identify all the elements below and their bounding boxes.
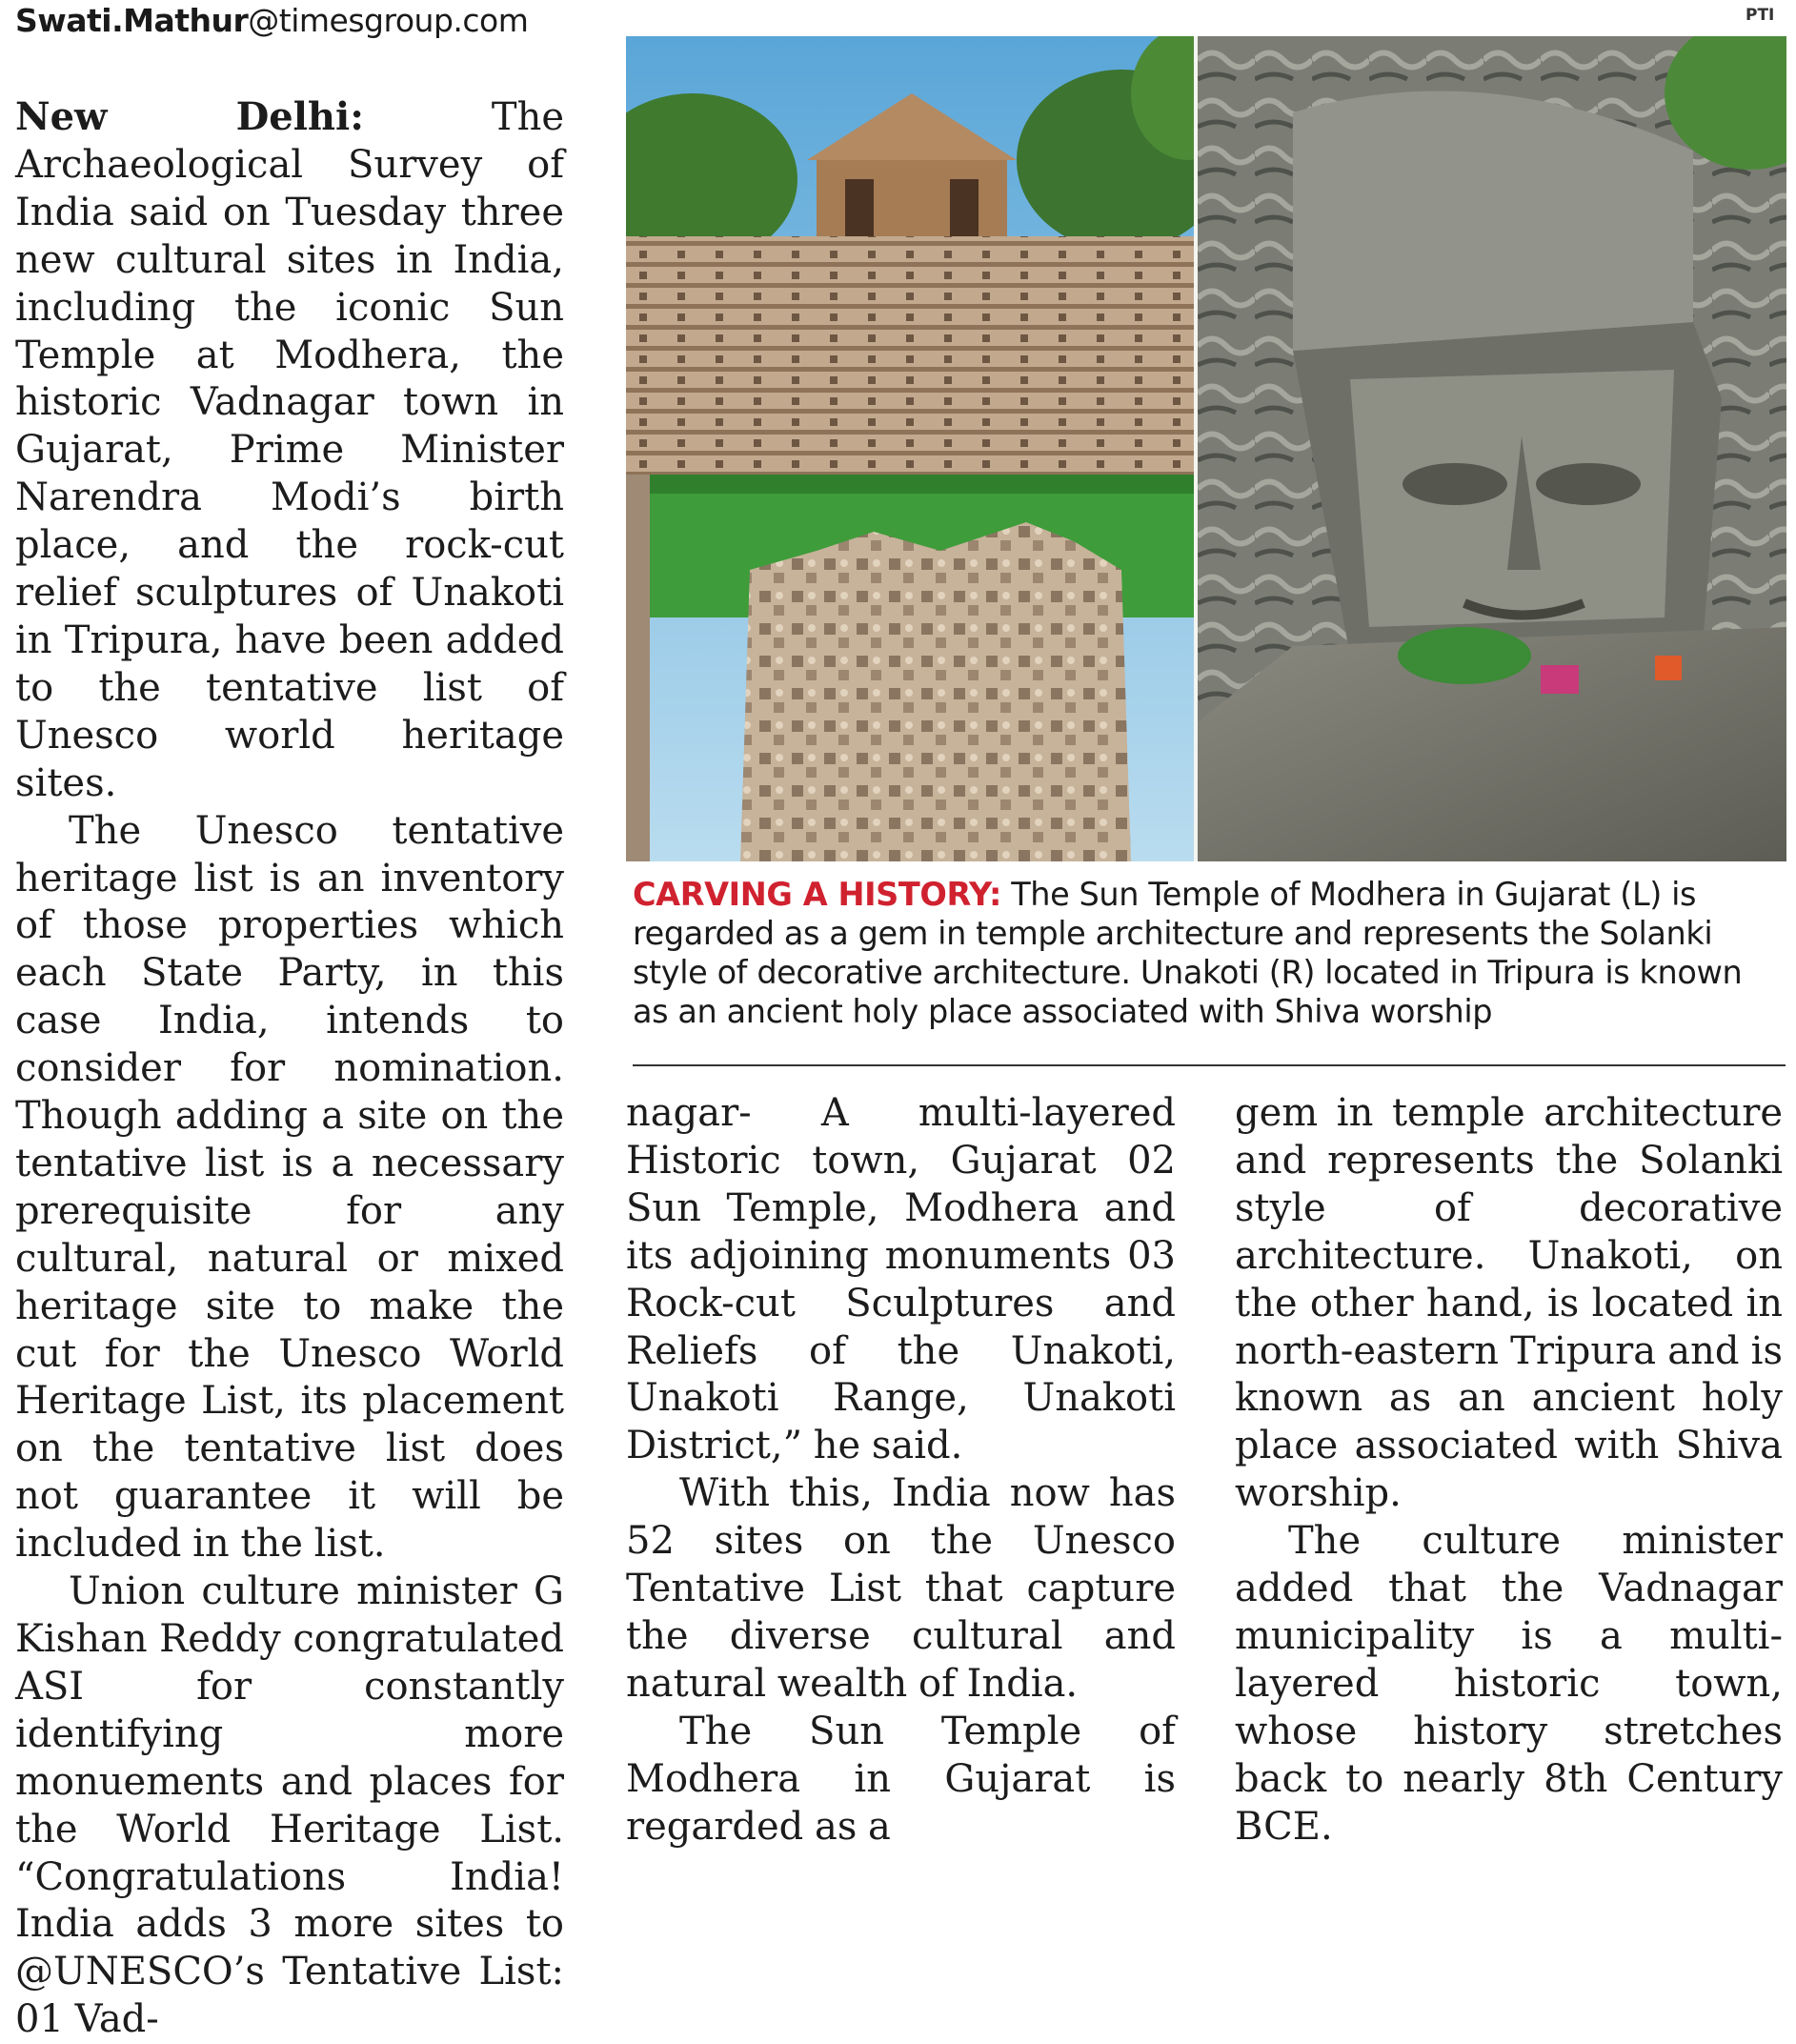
unakoti-photo <box>1198 36 1786 861</box>
caption-divider <box>633 1064 1786 1066</box>
photo-credit: PTI <box>1746 6 1775 25</box>
byline-name: Swati.Mathur <box>15 2 249 39</box>
dateline: New Delhi: <box>15 94 364 139</box>
article-column-1 <box>15 93 564 2044</box>
article-paragraph: With this, India now has 52 sites on the Unesco Tentative List that capture the diverse cultural and natural wealth of India. <box>626 1471 1176 1706</box>
article-paragraph: Union culture minister G Kishan Reddy congratulated ASI for constantly identifying more monuements and places for the World Heritage List. “Congratulations India! India adds 3 more sites to @UNESCO’s Tentative List: 01 Vad- <box>15 1569 564 2042</box>
article-paragraph: nagar- A multi-layered Historic town, Gujarat 02 Sun Temple, Modhera and its adjoining monuments 03 Rock-cut Sculptures and Reliefs of the Unakoti, Unakoti Range, Unakoti District,” he said. <box>626 1091 1176 1468</box>
article-column-2 <box>626 1090 1176 1852</box>
article-photo <box>626 36 1786 861</box>
sun-temple-photo <box>626 36 1245 861</box>
photo-caption <box>633 875 1786 1031</box>
article-paragraph: The culture minister added that the Vadnagar municipality is a multi-layered historic town, whose history stretches back to nearly 8th Century BCE. <box>1235 1519 1783 1849</box>
article-paragraph: The Sun Temple of Modhera in Gujarat is regarded as a <box>626 1709 1176 1849</box>
article-column-3 <box>1235 1090 1783 1852</box>
lead-text: The Archaeological Survey of India said on Tuesday three new cultural sites in India, including the iconic Sun Temple at Modhera, the historic Vadnagar town in Gujarat, Prime Minister Narendra Modi’s birth place, and the rock-cut relief sculptures of Unakoti in Tripura, have been added to the tentative list of Unesco world heritage sites. <box>15 95 565 805</box>
caption-kicker: CARVING A HISTORY: <box>633 876 1001 913</box>
byline-domain: @timesgroup.com <box>248 2 529 39</box>
caption-text: The Sun Temple of Modhera in Gujarat (L) is regarded as a gem in temple architecture and represents the Solanki style of decorative architecture. Unakoti (R) located in Tripura is known as an ancient holy place associated with Shiva worship <box>633 876 1743 1030</box>
article-paragraph: gem in temple architecture and represents the Solanki style of decorative architecture. Unakoti, on the other hand, is located in north-eastern Tripura and is known as an ancient holy place associated with Shiva worship. <box>1235 1091 1783 1516</box>
article-paragraph: The Unesco tentative heritage list is an inventory of those properties which each State Party, in this case India, intends to consider for nomination. Though adding a site on the tentative list is a necessary prerequisite for any cultural, natural or mixed heritage site to make the cut for the Unesco World Heritage List, its placement on the tentative list does not guarantee it will be included in the list. <box>15 808 564 1567</box>
article-paragraph <box>15 93 564 808</box>
byline <box>15 2 528 39</box>
